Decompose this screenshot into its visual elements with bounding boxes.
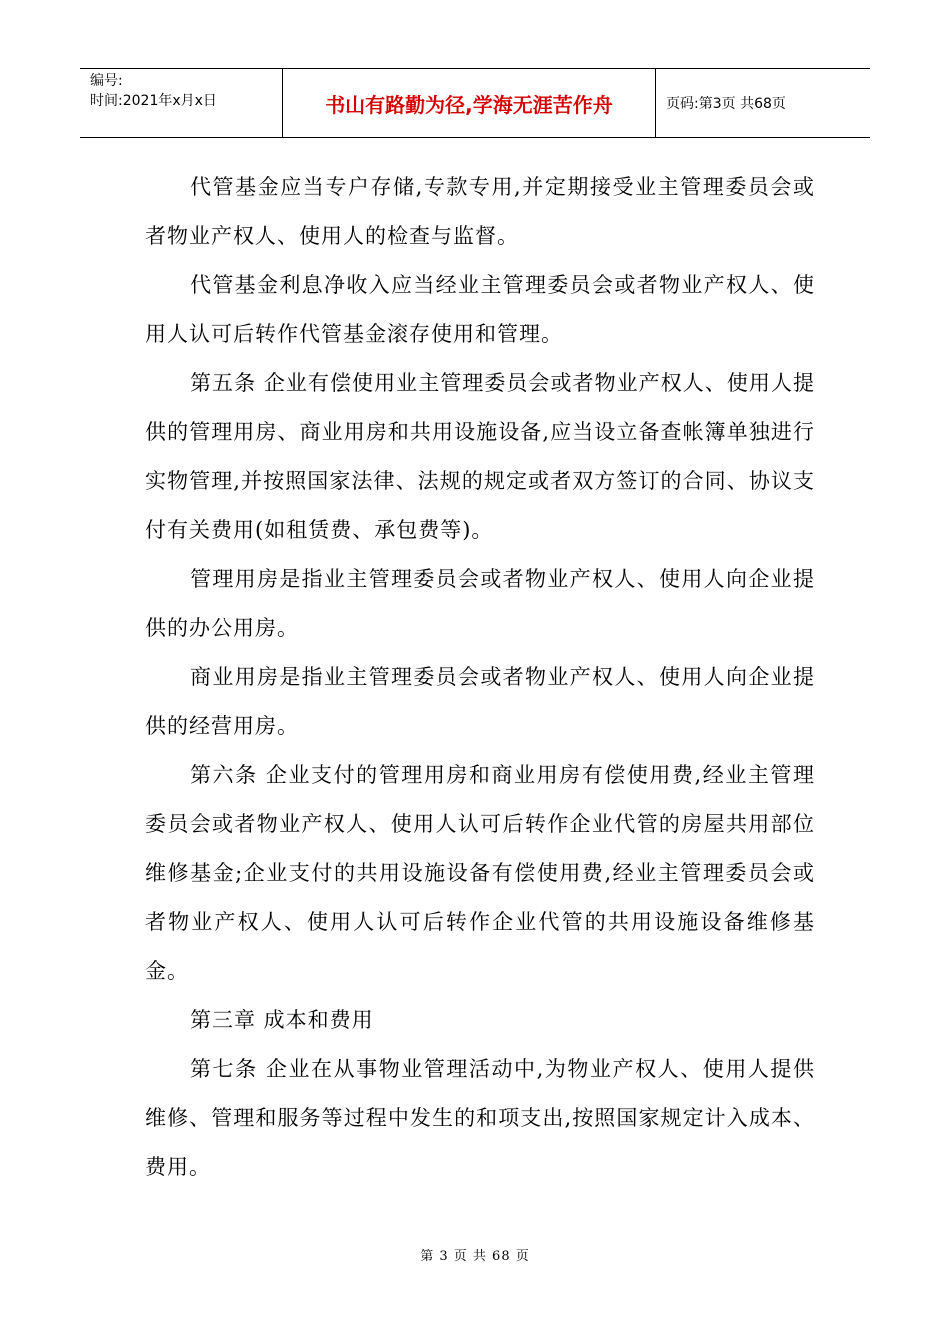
header-page-info: 页码:第3页 共68页 (666, 96, 786, 112)
paragraph: 商业用房是指业主管理委员会或者物业产权人、使用人向企业提供的经营用房。 (145, 665, 815, 738)
chapter-heading: 第三章 成本和费用 (190, 1008, 374, 1032)
page-header (80, 68, 870, 138)
paragraph: 第六条 企业支付的管理用房和商业用房有偿使用费,经业主管理委员会或者物业产权人、使用人认可后转作企业代管的房屋共用部位维修基金;企业支付的共用设施设备有偿使用费,经业主管理委员会或者物业产权人、使用人认可后转作企业代管的共用设施设备维修基金。 (145, 763, 815, 983)
header-meta (80, 69, 282, 137)
document-body (145, 163, 815, 1192)
page-footer: 第 3 页 共 68 页 (420, 1249, 530, 1264)
paragraph: 代管基金应当专户存储,专款专用,并定期接受业主管理委员会或者物业产权人、使用人的检查与监督。 (145, 175, 815, 248)
document-date-label: 时间:2021年x月x日 (90, 93, 217, 109)
paragraph: 第七条 企业在从事物业管理活动中,为物业产权人、使用人提供维修、管理和服务等过程中发生的和项支出,按照国家规定计入成本、费用。 (145, 1057, 815, 1179)
document-number-label: 编号: (90, 73, 123, 89)
paragraph: 管理用房是指业主管理委员会或者物业产权人、使用人向企业提供的办公用房。 (145, 567, 815, 640)
paragraph: 代管基金利息净收入应当经业主管理委员会或者物业产权人、使用人认可后转作代管基金滚存使用和管理。 (145, 273, 815, 346)
paragraph: 第五条 企业有偿使用业主管理委员会或者物业产权人、使用人提供的管理用房、商业用房和共用设施设备,应当设立备查帐簿单独进行实物管理,并按照国家法律、法规的规定或者双方签订的合同、协议支付有关费用(如租赁费、承包费等)。 (145, 371, 815, 542)
header-motto: 书山有路勤为径,学海无涯苦作舟 (282, 69, 656, 137)
